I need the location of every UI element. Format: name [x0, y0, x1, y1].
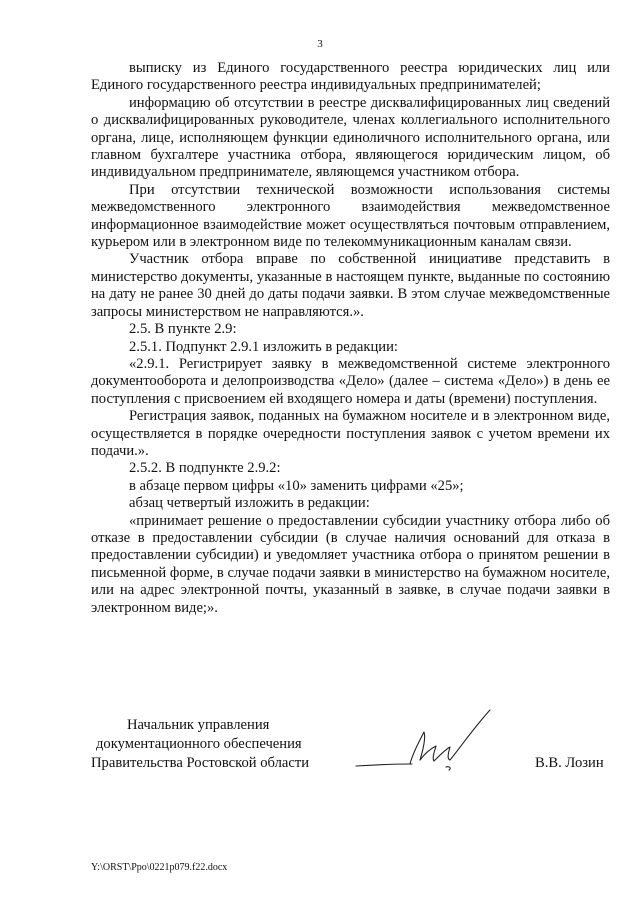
- signer-position-line-1: Начальник управления: [127, 717, 270, 733]
- paragraph-replace-digits: в абзаце первом цифры «10» заменить цифрами «25»;: [129, 477, 464, 494]
- signer-position-line-3: Правительства Ростовской области: [91, 755, 310, 771]
- paragraph-item-2-5: 2.5. В пункте 2.9:: [129, 321, 237, 338]
- paragraph-participant-initiative: Участник отбора вправе по собственной инициативе представить в министерство документы, указанные в настоящем пункте, выданные по состоянию на дату не ранее 30 дней до даты подачи заявки. В этом случае межведомственные запросы министерством не направляются.».: [91, 251, 610, 320]
- page-number: 3: [317, 38, 323, 50]
- paragraph-extract-registry: выписку из Единого государственного реестра юридических лиц или Единого государственного реестра индивидуальных предпринимателей;: [91, 60, 610, 94]
- paragraph-registration-2-9-1: «2.9.1. Регистрирует заявку в межведомственной системе электронного документооборота и делопроизводства «Дело» (далее – система «Дело») в день ее поступления с присвоением ей входящего номера и даты (времени) поступления.: [91, 355, 610, 407]
- paragraph-fourth-abzac: абзац четвертый изложить в редакции:: [129, 495, 370, 512]
- document-body: [91, 60, 610, 617]
- paragraph-no-technical-possibility: При отсутствии технической возможности использования системы межведомственного электронного взаимодействия межведомственное информационное взаимодействие может осуществляться почтовым отправлением, курьером или в электронном виде по телекоммуникационным каналам связи.: [91, 181, 610, 251]
- file-path-footer: Y:\ORST\Ppo\0221p079.f22.docx: [91, 862, 228, 873]
- signer-name: В.В. Лозин: [535, 755, 604, 771]
- paragraph-item-2-5-2: 2.5.2. В подпункте 2.9.2:: [129, 460, 281, 477]
- paragraph-registration-order: Регистрация заявок, поданных на бумажном носителе и в электронном виде, осуществляется в порядке очередности поступления заявок с учетом времени их подачи.».: [91, 408, 610, 459]
- paragraph-disqualified-info: информацию об отсутствии в реестре дисквалифицированных лиц сведений о дисквалифицированных руководителе, членах коллегиального исполнительного органа, лице, исполняющем функции единоличного исполнительного органа, или главном бухгалтере участника отбора, являющегося юридическим лицом, об индивидуальном предпринимателе, являющемся участником отбора.: [91, 94, 610, 181]
- signature-block: [0, 716, 640, 786]
- handwritten-signature-icon: [350, 708, 500, 776]
- signer-position-line-2: документационного обеспечения: [96, 736, 302, 752]
- paragraph-decision: «принимает решение о предоставлении субсидии участнику отбора либо об отказе в предоставлении субсидии (в случае наличия оснований для отказа в предоставлении субсидии) и уведомляет участника отбора о принятом решении в письменной форме, в случае подачи заявки в министерство на бумажном носителе, или на адрес электронной почты, указанный в заявке, в случае подачи заявки в электронном виде;».: [91, 512, 610, 616]
- paragraph-item-2-5-1: 2.5.1. Подпункт 2.9.1 изложить в редакции:: [129, 338, 398, 355]
